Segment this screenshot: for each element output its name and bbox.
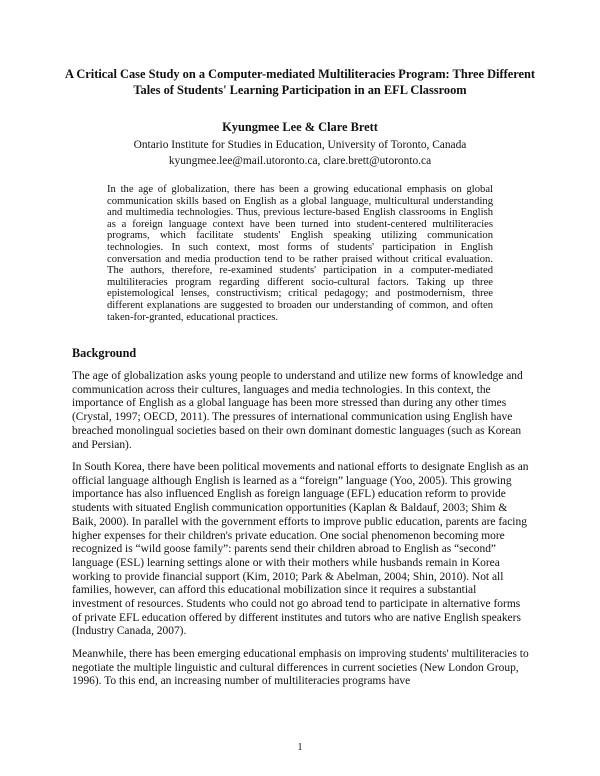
affiliation: Ontario Institute for Studies in Education, University of Toronto, Canada — [133, 139, 467, 151]
section-heading-background: Background — [72, 346, 137, 360]
body-paragraph: Meanwhile, there has been emerging educational emphasis on improving students' multiliteracies to negotiate the multiple linguistic and cultural differences in current societies (New London Group, 1996). To this end, an increasing number of multiliteracies programs have — [72, 648, 529, 688]
abstract: In the age of globalization, there has been a growing educational emphasis on global communication skills based on English as a global language, multicultural understanding and multimedia technologies. Thus, previous lecture-based English classrooms in English as a foreign language context have been turned into student-centered multiliteracies programs, which facilitate students' English speaking utilizing communication technologies. In such context, most forms of students' participation in English conversation and media production tend to be rather praised without critical evaluation. The authors, therefore, re-examined students' participation in a computer-mediated multiliteracies program regarding different socio-cultural factors. Taking up three epistemological lenses, constructivism; critical pedagogy; and postmodernism, three different explanations are suggested to broaden our understanding of common, and often taken-for-granted, educational practices. — [107, 184, 493, 323]
paper-title: A Critical Case Study on a Computer-mediated Multiliteracies Program: Three Different Tales of Students' Learning Participation in an EFL Classroom — [64, 67, 536, 97]
body-paragraph: The age of globalization asks young people to understand and utilize new forms of knowledge and communication across their cultures, languages and media technologies. In this context, the importance of English as a global language has been more stressed than during any other times (Crystal, 1997; OECD, 2011). The pressures of international communication using English have breached monolingual societies based on their own dominant domestic languages (such as Korean and Persian). — [72, 370, 523, 451]
author-affiliation-block — [60, 137, 540, 169]
page-number: 1 — [297, 742, 303, 753]
author-names: Kyungmee Lee & Clare Brett — [222, 120, 378, 134]
author-emails: kyungmee.lee@mail.utoronto.ca, clare.brett@utoronto.ca — [168, 155, 432, 167]
body-paragraph: In South Korea, there have been political movements and national efforts to designate English as an official language although English is learned as a “foreign” language (Yoo, 2005). This growing importance has also influenced English as foreign language (EFL) education reform to provide students with situated English communication opportunities (Kaplan & Baldauf, 2003; Shim & Baik, 2000). In parallel with the government efforts to improve public education, parents are facing higher expenses for their children's private education. One social phenomenon becoming more recognized is “wild goose family”: parents send their children abroad to English as “second” language (ESL) learning settings alone or with their mothers while husbands remain in Korea working to provide financial support (Kim, 2010; Park & Abelman, 2004; Shin, 2010). Not all families, however, can afford this educational mobilization since it requires a substantial investment of resources. Students who could not go abroad tend to participate in alternative forms of private EFL education offered by different institutes and tutors who are native English speakers (Industry Canada, 2007). — [72, 461, 529, 638]
